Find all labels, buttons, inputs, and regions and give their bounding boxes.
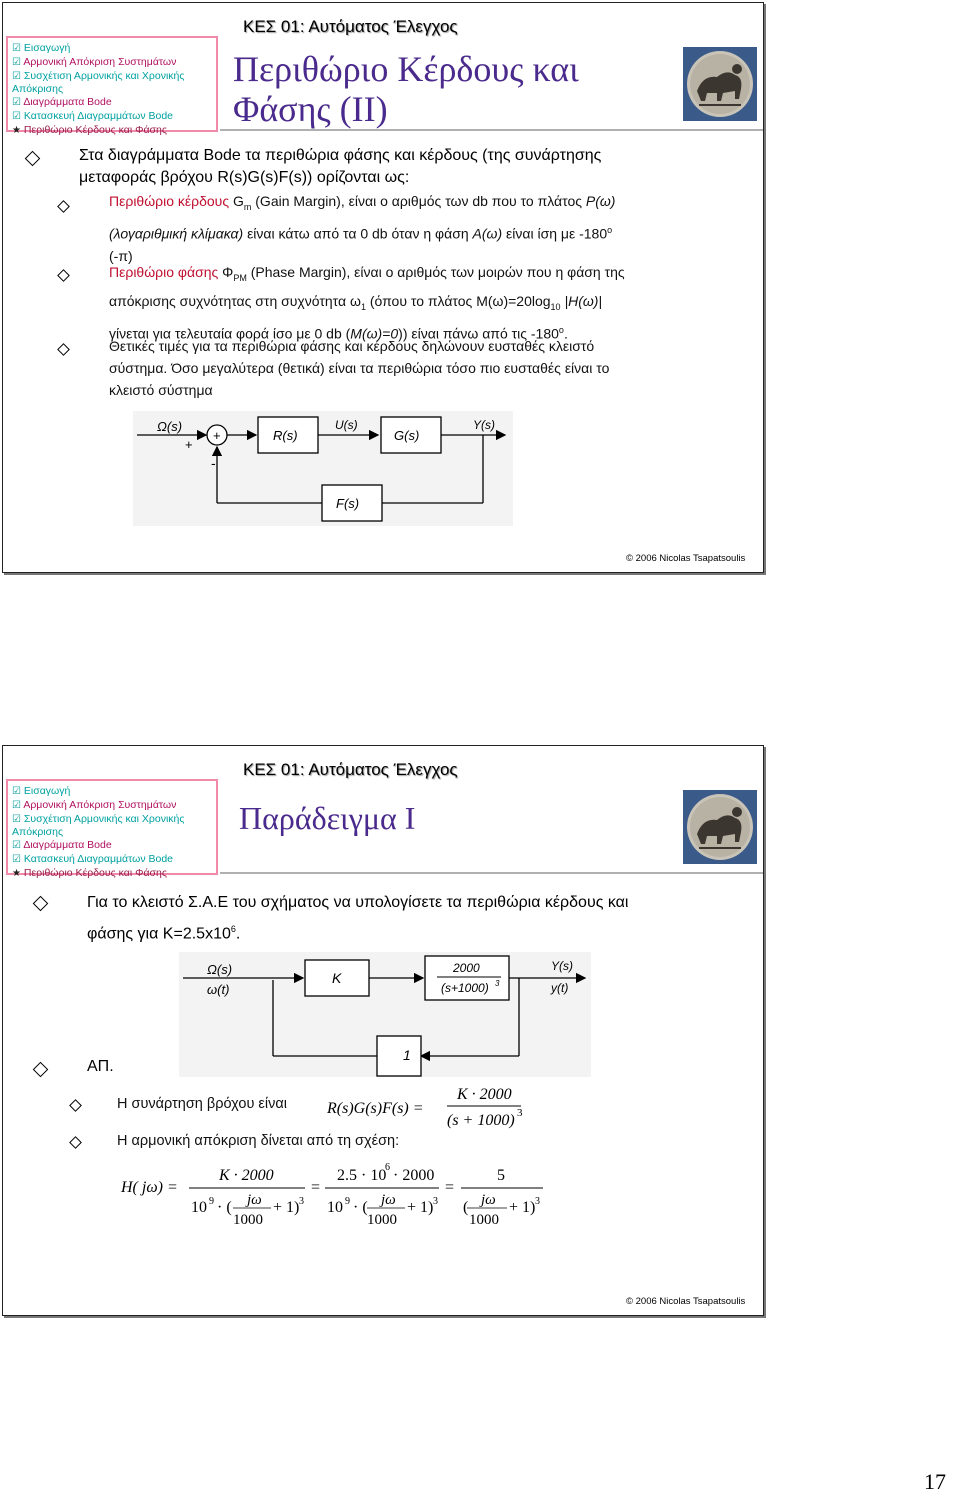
course-header: ΚΕΣ 01: Αυτόματος Έλεγχος xyxy=(243,17,458,36)
checkbox-icon: ☑ xyxy=(12,813,21,825)
svg-text:· 2000: · 2000 xyxy=(393,1167,435,1184)
svg-text:3: 3 xyxy=(517,1107,523,1119)
checkbox-icon: ☑ xyxy=(12,110,21,122)
nav-item-margins[interactable]: ★ Περιθώριο Κέρδους και Φάσης xyxy=(12,123,167,136)
slide-2 xyxy=(2,745,764,1316)
page-number: 17 xyxy=(924,1469,946,1494)
svg-text:· (: · ( xyxy=(217,1199,232,1216)
svg-text:(: ( xyxy=(463,1199,469,1216)
feedback-block-diagram xyxy=(133,411,513,526)
copyright: © 2006 Nicolas Tsapatsoulis xyxy=(626,553,746,564)
svg-text:=: = xyxy=(311,1179,321,1196)
svg-text:K: K xyxy=(332,970,342,986)
svg-text:+ 1): + 1) xyxy=(509,1199,536,1216)
svg-text:jω: jω xyxy=(481,1192,496,1208)
checkbox-icon: ☑ xyxy=(12,853,21,865)
input-label: Ω(s) xyxy=(157,419,183,434)
slide-nav xyxy=(6,779,218,879)
bullet-diamond-icon xyxy=(35,898,46,912)
course-header: ΚΕΣ 01: Αυτόματος Έλεγχος xyxy=(243,760,458,779)
bullet-diamond-icon xyxy=(71,1099,80,1113)
coin-logo-icon xyxy=(683,47,757,121)
nav-item-bode-construct[interactable]: ☑ Κατασκευή Διαγραμμάτων Bode xyxy=(12,109,174,122)
nav-item-margins[interactable]: ★ Περιθώριο Κέρδους και Φάσης xyxy=(12,866,167,879)
svg-text:3: 3 xyxy=(299,1196,304,1207)
svg-text:+ 1): + 1) xyxy=(273,1199,300,1216)
bullet-diamond-icon xyxy=(59,200,68,214)
slide-title: Παράδειγμα Ι xyxy=(239,800,416,836)
svg-text:=: = xyxy=(445,1179,455,1196)
svg-text:1000: 1000 xyxy=(367,1212,397,1228)
svg-text:H( jω) =: H( jω) = xyxy=(121,1179,178,1196)
bullet-diamond-icon xyxy=(35,1064,46,1078)
nav-item-harmonic[interactable]: ☑ Αρμονική Απόκριση Συστημάτων xyxy=(12,55,177,68)
checkbox-icon: ☑ xyxy=(12,56,21,68)
sum-minus-label: - xyxy=(211,455,216,471)
svg-text:jω: jω xyxy=(381,1192,396,1208)
svg-text:F(s): F(s) xyxy=(336,496,360,511)
svg-text:G(s): G(s) xyxy=(394,428,420,443)
svg-text:1: 1 xyxy=(403,1047,411,1063)
positive-margins-text: Θετικές τιμές για τα περιθώρια φάσης και κέρδους δηλώνουν ευσταθές κλειστό σύστημα. Όσο μεγαλύτερα (θετικά) είναι τα περιθώρια τόσο πιο ευσταθές είναι το κλειστό σύστημα xyxy=(109,338,610,398)
svg-text:R(s): R(s) xyxy=(273,428,298,443)
svg-text:1000: 1000 xyxy=(233,1212,263,1228)
nav-item-bode[interactable]: ☑ Διαγράμματα Bode xyxy=(12,839,112,852)
nav-item-intro[interactable]: ☑ Εισαγωγή xyxy=(12,785,71,797)
svg-text:3: 3 xyxy=(535,1196,540,1207)
u-label: U(s) xyxy=(335,418,358,432)
svg-text:3: 3 xyxy=(433,1196,438,1207)
nav-item-bode[interactable]: ☑ Διαγράμματα Bode xyxy=(12,96,112,109)
frequency-response-text: Η αρμονική απόκριση δίνεται από τη σχέση: xyxy=(117,1133,400,1149)
checkbox-icon: ☑ xyxy=(12,97,21,109)
checkbox-icon: ☑ xyxy=(12,799,21,811)
checkbox-icon: ☑ xyxy=(12,43,21,54)
svg-text:+ 1): + 1) xyxy=(407,1199,434,1216)
frequency-response-equation xyxy=(117,1158,547,1236)
bullet-diamond-icon xyxy=(59,269,68,283)
checkbox-icon: ☑ xyxy=(12,840,21,852)
svg-text:6: 6 xyxy=(385,1162,390,1173)
coin-logo-icon xyxy=(683,790,757,864)
checkbox-icon: ☑ xyxy=(12,786,21,797)
star-icon: ★ xyxy=(12,124,21,136)
nav-item-correlation[interactable]: ☑ Συσχέτιση Αρμονικής και Χρονικής xyxy=(12,812,185,825)
slide-title: Περιθώριο Κέρδους και Φάσης (ΙΙ) xyxy=(233,49,579,129)
example-block-diagram xyxy=(179,952,591,1077)
output-label: Y(s) xyxy=(473,418,495,432)
sum-plus-inner: + xyxy=(213,428,221,443)
star-icon: ★ xyxy=(12,867,21,879)
svg-text:(s + 1000): (s + 1000) xyxy=(447,1112,515,1129)
nav-item-bode-construct[interactable]: ☑ Κατασκευή Διαγραμμάτων Bode xyxy=(12,852,174,865)
svg-text:K · 2000: K · 2000 xyxy=(219,1167,274,1184)
header-divider xyxy=(220,872,763,874)
svg-text:2000: 2000 xyxy=(453,961,480,975)
svg-text:9: 9 xyxy=(209,1196,214,1207)
svg-text:10: 10 xyxy=(191,1199,207,1216)
svg-text:5: 5 xyxy=(497,1167,505,1184)
nav-item-correlation-cont: Απόκρισης xyxy=(12,83,64,96)
header-divider xyxy=(220,129,763,131)
svg-text:jω: jω xyxy=(247,1192,262,1208)
nav-item-correlation-cont: Απόκρισης xyxy=(12,826,64,839)
nav-item-harmonic[interactable]: ☑ Αρμονική Απόκριση Συστημάτων xyxy=(12,798,177,811)
loop-function-text: Η συνάρτηση βρόχου είναι xyxy=(117,1096,287,1112)
checkbox-icon: ☑ xyxy=(12,70,21,82)
bullet-diamond-icon xyxy=(71,1136,80,1150)
bullet-diamond-icon xyxy=(27,153,38,167)
gain-margin-text: Περιθώριο κέρδους $G_m$ (Gain Margin), είναι ο αριθμός των db που το πλάτος P(ω) (λογαριθμική κλίμακα) είναι κάτω από τα 0 db όταν η φάση A(ω) είναι ίση με -180$^o$ (-π) xyxy=(109,193,616,265)
slide-1 xyxy=(2,2,764,573)
svg-text:K · 2000: K · 2000 xyxy=(457,1086,512,1103)
slide-nav xyxy=(6,36,218,136)
svg-text:3: 3 xyxy=(495,979,500,988)
question-text: Για το κλειστό Σ.Α.Ε του σχήματος να υπολογίσετε τα περιθώρια κέρδους και φάσης για $K=2.5x10^6$. xyxy=(87,894,629,943)
output-label-s: Y(s) xyxy=(551,959,573,973)
bullet-diamond-icon xyxy=(59,343,68,357)
phase-margin-text: Περιθώριο φάσης $\Phi_{PM}$ (Phase Margin), είναι ο αριθμός των μοιρών που η φάση της απόκρισης συχνότητας στη συχνότητα $\omega_1$ (όπου το πλάτος $M(\omega)=20\log_{10}$ |H(ω)| γίνεται για τελευταία φορά ίσο με 0 db (M(ω)=0)) είναι πάνω από τις -180$^o$. xyxy=(109,264,625,342)
svg-text:· (: · ( xyxy=(353,1199,368,1216)
svg-text:1000: 1000 xyxy=(469,1212,499,1228)
svg-text:R(s)G(s)F(s) =: R(s)G(s)F(s) = xyxy=(327,1100,424,1117)
loop-function-equation xyxy=(323,1082,543,1134)
svg-text:9: 9 xyxy=(345,1196,350,1207)
sum-plus-label: + xyxy=(185,437,193,452)
svg-text:2.5 · 10: 2.5 · 10 xyxy=(337,1167,387,1184)
svg-text:10: 10 xyxy=(327,1199,343,1216)
copyright: © 2006 Nicolas Tsapatsoulis xyxy=(626,1296,746,1307)
input-label-t: ω(t) xyxy=(207,982,230,997)
block-unity xyxy=(377,1036,421,1076)
intro-text: Στα διαγράμματα Bode τα περιθώρια φάσης και κέρδους (της συνάρτησης μεταφοράς βρόχου R(s)G(s)F(s)) ορίζονται ως: xyxy=(79,147,602,186)
svg-text:(s+1000): (s+1000) xyxy=(441,981,489,995)
nav-item-intro[interactable]: ☑ Εισαγωγή xyxy=(12,42,71,54)
input-label-s: Ω(s) xyxy=(207,962,233,977)
output-label-t: y(t) xyxy=(551,981,569,995)
answer-label: ΑΠ. xyxy=(87,1058,114,1075)
nav-item-correlation[interactable]: ☑ Συσχέτιση Αρμονικής και Χρονικής xyxy=(12,69,185,82)
